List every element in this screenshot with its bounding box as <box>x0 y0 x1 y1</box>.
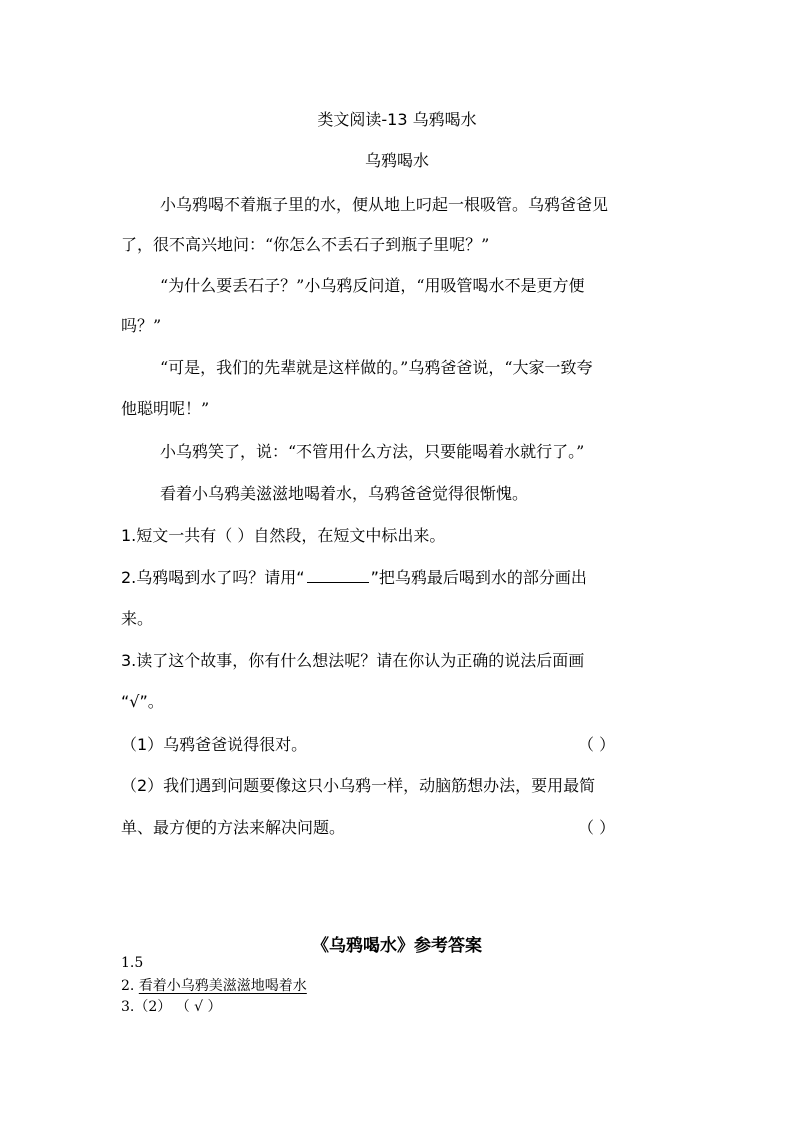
answer-3: 3.（2） （ √ ） <box>121 999 222 1015</box>
story-paragraph-1-line-2: 了，很不高兴地问：“你怎么不丢石子到瓶子里呢？” <box>121 235 490 254</box>
question-2-text-before: 2.乌鸦喝到水了吗？请用“ <box>121 568 305 587</box>
answer-2 <box>121 975 307 995</box>
story-paragraph-2-line-1: “为什么要丢石子？”小乌鸦反问道，“用吸管喝水不是更方便 <box>160 276 585 295</box>
story-paragraph-2-line-2: 吗？” <box>121 316 162 335</box>
answer-key-title: 《乌鸦喝水》参考答案 <box>312 936 482 956</box>
story-paragraph-4: 小乌鸦笑了，说：“不管用什么方法，只要能喝着水就行了。” <box>160 442 585 461</box>
answer-1: 1.5 <box>121 955 144 971</box>
answer-2-prefix: 2. <box>121 978 139 994</box>
story-paragraph-3-line-1: “可是，我们的先辈就是这样做的。”乌鸦爸爸说，“大家一致夸 <box>160 358 593 377</box>
answer-blank-line <box>307 568 369 583</box>
option-1: （1）乌鸦爸爸说得很对。 <box>121 735 308 754</box>
option-2-answer-parentheses: （ ） <box>578 818 616 837</box>
option-1-answer-parentheses: （ ） <box>578 735 616 754</box>
option-2-line-2: 单、最方便的方法来解决问题。 <box>121 818 346 837</box>
story-paragraph-3-line-2: 他聪明呢！” <box>121 399 210 418</box>
story-title: 乌鸦喝水 <box>364 151 429 170</box>
story-paragraph-1-line-1: 小乌鸦喝不着瓶子里的水，便从地上叼起一根吸管。乌鸦爸爸见 <box>160 195 609 214</box>
answer-2-underlined-text: 看着小乌鸦美滋滋地喝着水 <box>138 978 307 994</box>
question-2-line-1 <box>121 565 587 588</box>
question-1: 1.短文一共有（ ）自然段，在短文中标出来。 <box>121 526 446 545</box>
question-2-text-after: ”把乌鸦最后喝到水的部分画出 <box>370 568 587 587</box>
page-title: 类文阅读-13 乌鸦喝水 <box>317 110 477 129</box>
question-2-line-2: 来。 <box>121 609 154 628</box>
question-3-line-2: “√”。 <box>121 692 164 711</box>
option-2-line-1: （2）我们遇到问题要像这只小乌鸦一样，动脑筋想办法，要用最简 <box>121 776 596 795</box>
story-paragraph-5: 看着小乌鸦美滋滋地喝着水，乌鸦爸爸觉得很惭愧。 <box>160 484 529 503</box>
question-3-line-1: 3.读了这个故事，你有什么想法呢？请在你认为正确的说法后面画 <box>121 651 585 670</box>
